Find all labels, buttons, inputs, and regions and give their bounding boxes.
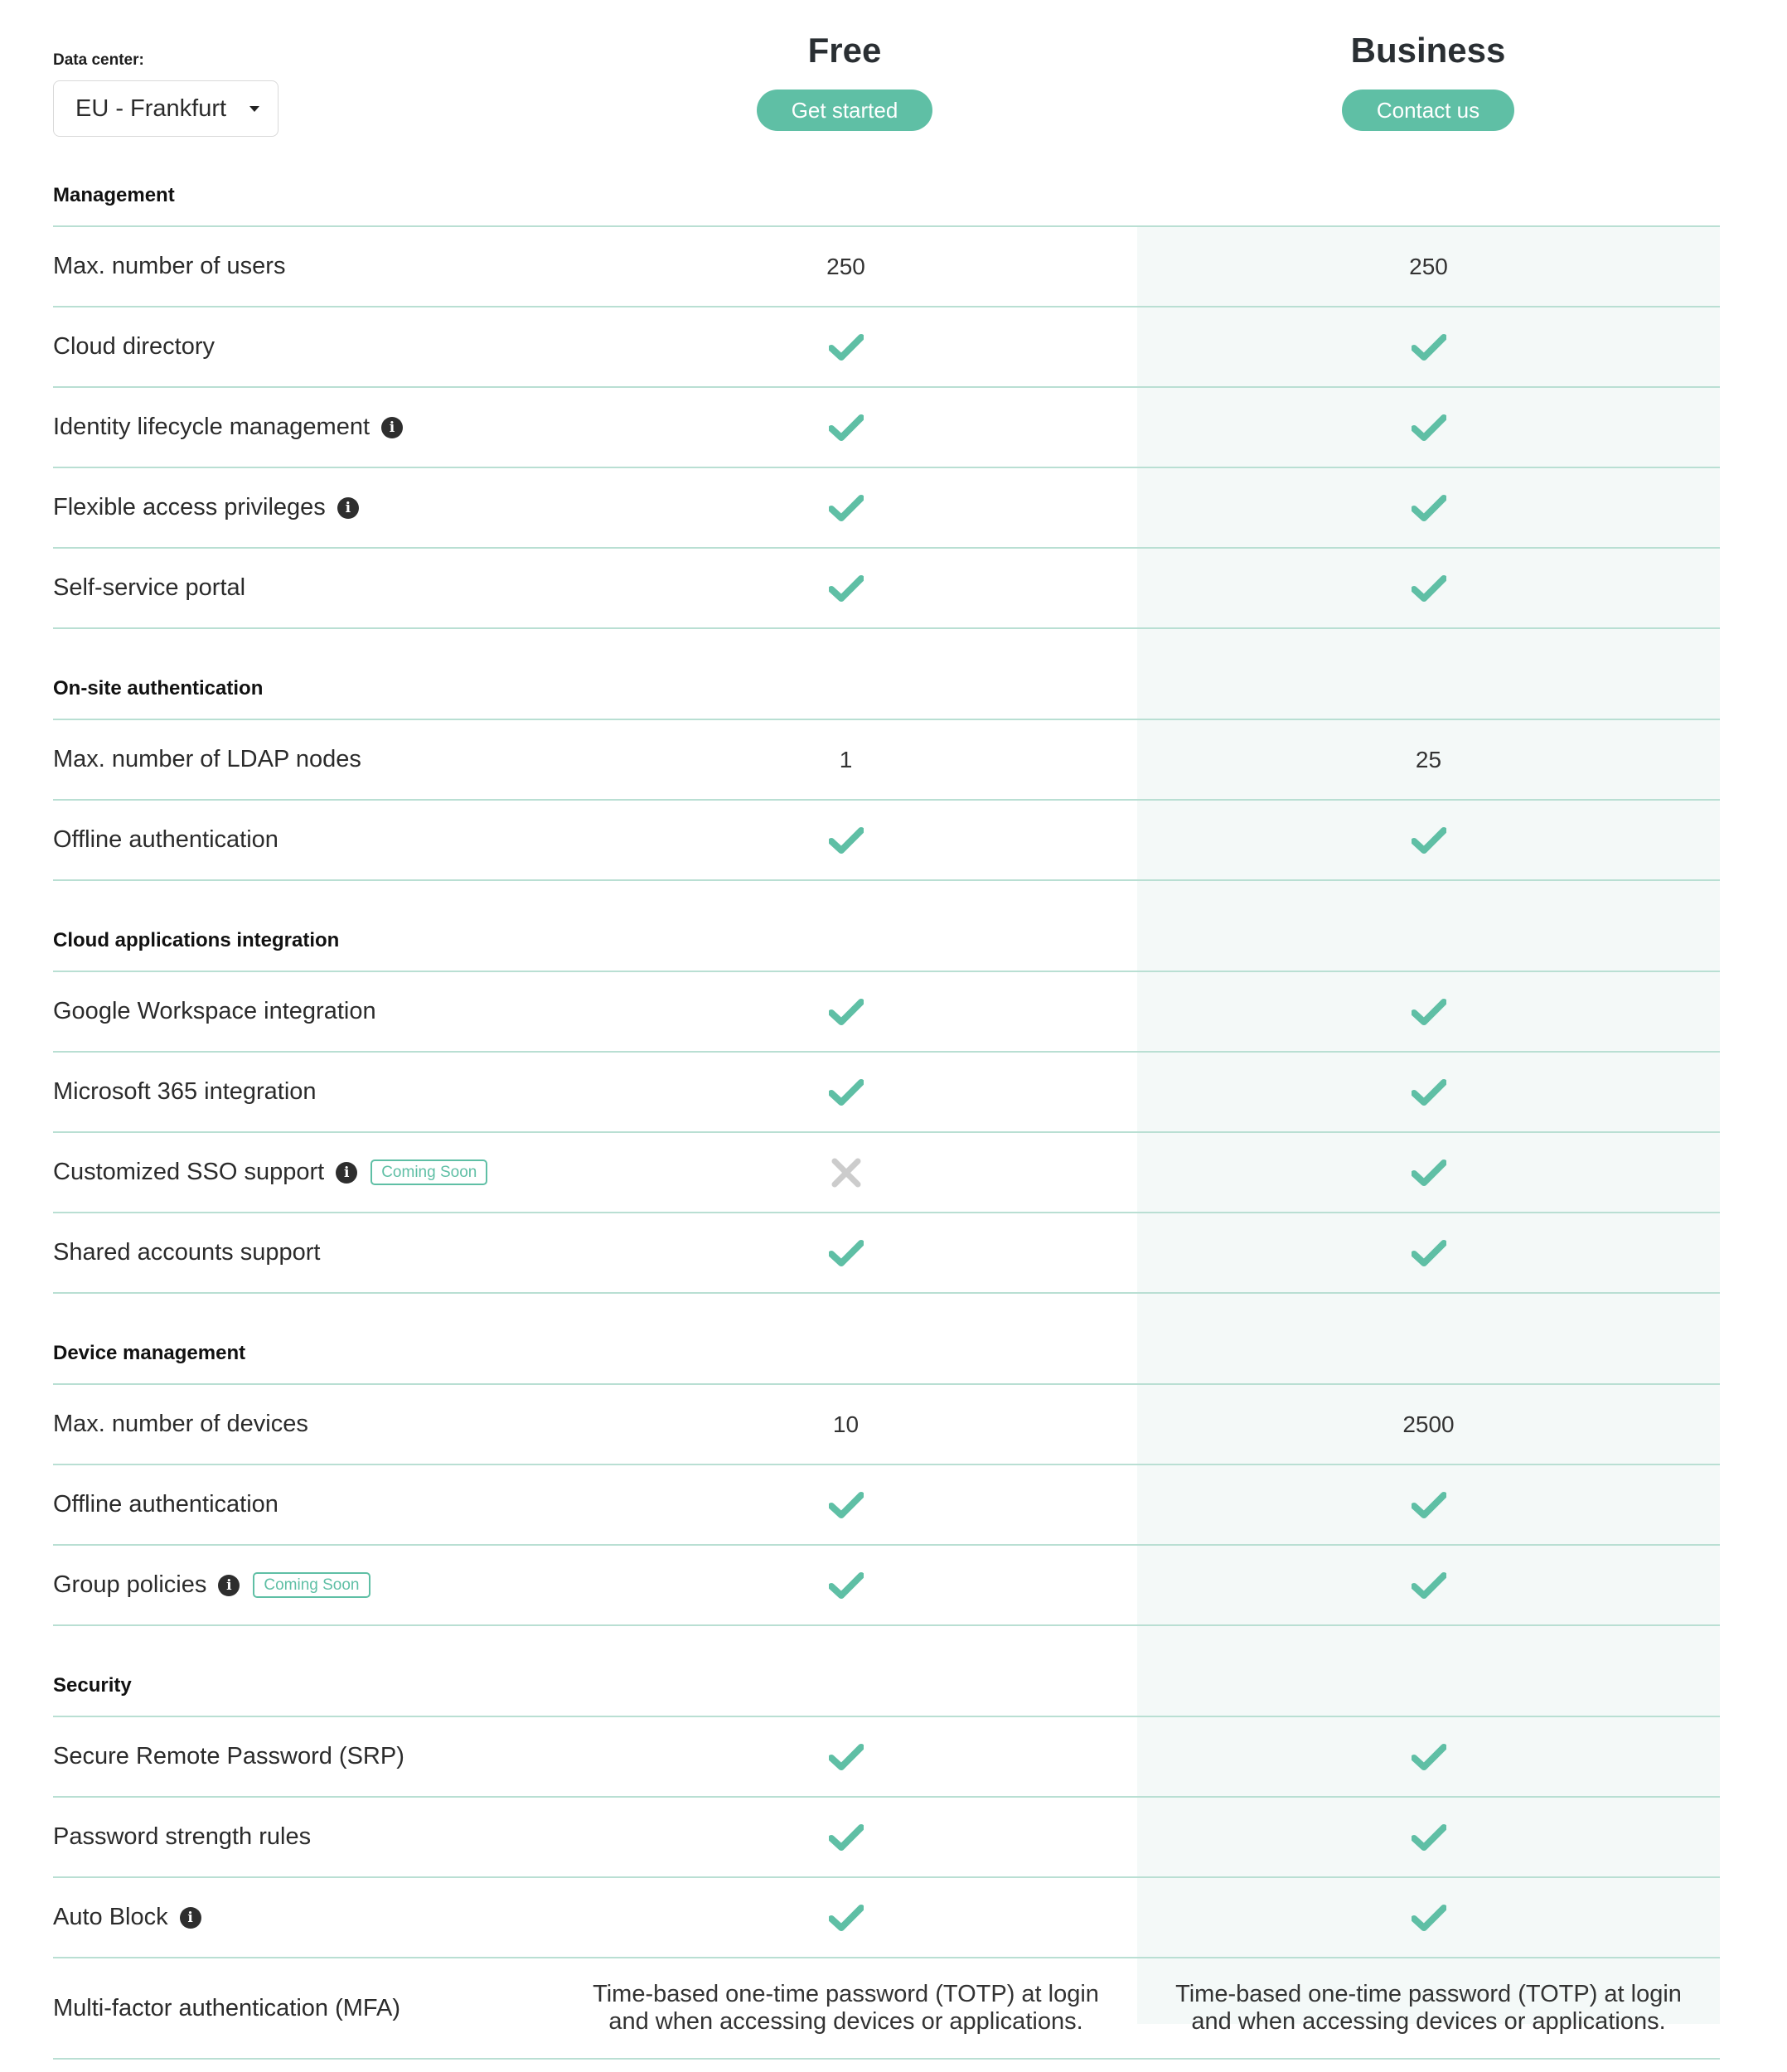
cell-value: Time-based one-time password (TOTP) at login and when accessing devices or applications. bbox=[1175, 1981, 1682, 2035]
checkmark-icon bbox=[829, 998, 864, 1026]
table-row bbox=[53, 386, 1720, 467]
cell-business bbox=[1137, 972, 1720, 1051]
feature-name: Offline authentication bbox=[53, 1491, 278, 1518]
table-row bbox=[53, 225, 1720, 306]
coming-soon-badge: Coming Soon bbox=[253, 1572, 370, 1598]
cell-free bbox=[555, 227, 1137, 306]
section-divider bbox=[53, 1624, 1720, 1626]
cell-free bbox=[555, 1798, 1137, 1876]
section-title: Device management bbox=[53, 1342, 246, 1364]
coming-soon-badge: Coming Soon bbox=[370, 1159, 487, 1185]
table-row bbox=[53, 1716, 1720, 1796]
cell-business bbox=[1137, 1878, 1720, 1957]
feature-label bbox=[53, 549, 245, 627]
feature-label bbox=[53, 1546, 370, 1624]
checkmark-icon bbox=[829, 414, 864, 442]
feature-label bbox=[53, 1717, 404, 1796]
feature-name: Secure Remote Password (SRP) bbox=[53, 1743, 404, 1769]
cell-free bbox=[555, 549, 1137, 627]
feature-label bbox=[53, 1133, 487, 1212]
info-icon[interactable]: i bbox=[180, 1907, 201, 1929]
table-row bbox=[53, 467, 1720, 547]
cross-icon bbox=[831, 1157, 862, 1188]
table-row bbox=[53, 1051, 1720, 1131]
feature-label bbox=[53, 1053, 317, 1131]
cell-business bbox=[1137, 1717, 1720, 1796]
feature-label bbox=[53, 227, 285, 306]
cell-value: 25 bbox=[1415, 747, 1442, 772]
cell-business bbox=[1137, 468, 1720, 547]
feature-name: Shared accounts support bbox=[53, 1239, 321, 1266]
section-title: On-site authentication bbox=[53, 677, 264, 700]
table-row bbox=[53, 306, 1720, 386]
table-row bbox=[53, 1544, 1720, 1624]
table-row bbox=[53, 1796, 1720, 1876]
checkmark-icon bbox=[1412, 998, 1446, 1026]
cell-value: Time-based one-time password (TOTP) at login and when accessing devices or applications. bbox=[593, 1981, 1099, 2035]
cell-free bbox=[555, 1133, 1137, 1212]
table-row bbox=[53, 1464, 1720, 1544]
checkmark-icon bbox=[829, 1239, 864, 1267]
data-center-label: Data center: bbox=[53, 51, 144, 69]
table-bottom-divider bbox=[53, 2058, 1720, 2060]
cell-free bbox=[555, 1958, 1137, 2058]
cell-business bbox=[1137, 1385, 1720, 1464]
checkmark-icon bbox=[1412, 826, 1446, 854]
cell-business bbox=[1137, 549, 1720, 627]
cell-business bbox=[1137, 388, 1720, 467]
feature-label bbox=[53, 1213, 320, 1292]
checkmark-icon bbox=[829, 574, 864, 603]
checkmark-icon bbox=[1412, 333, 1446, 361]
cell-value: 10 bbox=[832, 1411, 860, 1437]
cell-free bbox=[555, 1546, 1137, 1624]
feature-name: Max. number of users bbox=[53, 253, 286, 279]
cell-free bbox=[555, 801, 1137, 879]
info-icon[interactable]: i bbox=[218, 1575, 240, 1596]
plan-header-free bbox=[679, 30, 1010, 131]
cell-free bbox=[555, 972, 1137, 1051]
table-row bbox=[53, 1957, 1720, 2058]
cell-business bbox=[1137, 227, 1720, 306]
checkmark-icon bbox=[1412, 414, 1446, 442]
cell-free bbox=[555, 1385, 1137, 1464]
cell-free bbox=[555, 307, 1137, 386]
get-started-button[interactable]: Get started bbox=[757, 90, 933, 131]
info-icon[interactable]: i bbox=[337, 497, 359, 519]
cell-business bbox=[1137, 1798, 1720, 1876]
checkmark-icon bbox=[829, 826, 864, 854]
plan-name-free: Free bbox=[807, 31, 882, 70]
section-title: Management bbox=[53, 184, 175, 206]
cell-business bbox=[1137, 1213, 1720, 1292]
table-row bbox=[53, 1383, 1720, 1464]
checkmark-icon bbox=[1412, 1078, 1446, 1106]
feature-label bbox=[53, 1958, 400, 2058]
cell-value: 1 bbox=[839, 747, 853, 772]
checkmark-icon bbox=[829, 1743, 864, 1771]
plan-name-business: Business bbox=[1350, 31, 1506, 70]
section-title: Cloud applications integration bbox=[53, 929, 340, 951]
checkmark-icon bbox=[829, 1571, 864, 1600]
feature-label bbox=[53, 972, 376, 1051]
info-icon[interactable]: i bbox=[336, 1162, 357, 1184]
caret-down-icon bbox=[249, 106, 259, 112]
cell-business bbox=[1137, 1958, 1720, 2058]
feature-name: Google Workspace integration bbox=[53, 998, 376, 1024]
cell-free bbox=[555, 1053, 1137, 1131]
section-title: Security bbox=[53, 1674, 132, 1697]
feature-name: Password strength rules bbox=[53, 1823, 312, 1850]
feature-label bbox=[53, 468, 359, 547]
cell-value: 250 bbox=[1409, 254, 1448, 279]
feature-label bbox=[53, 307, 215, 386]
plan-header-business bbox=[1262, 30, 1594, 131]
feature-label bbox=[53, 388, 403, 467]
cell-free bbox=[555, 468, 1137, 547]
feature-name: Self-service portal bbox=[53, 574, 246, 601]
cell-value: 2500 bbox=[1402, 1411, 1455, 1437]
cell-business bbox=[1137, 801, 1720, 879]
feature-name: Identity lifecycle management bbox=[53, 414, 370, 440]
feature-name: Microsoft 365 integration bbox=[53, 1078, 317, 1105]
checkmark-icon bbox=[1412, 1159, 1446, 1187]
checkmark-icon bbox=[1412, 494, 1446, 522]
table-row bbox=[53, 1131, 1720, 1212]
checkmark-icon bbox=[1412, 1904, 1446, 1932]
feature-label bbox=[53, 1385, 308, 1464]
cell-free bbox=[555, 388, 1137, 467]
cell-business bbox=[1137, 720, 1720, 799]
feature-name: Max. number of devices bbox=[53, 1411, 308, 1437]
cell-business bbox=[1137, 1546, 1720, 1624]
feature-name: Auto Block bbox=[53, 1904, 168, 1930]
contact-us-button[interactable]: Contact us bbox=[1342, 90, 1514, 131]
table-row bbox=[53, 1876, 1720, 1957]
cell-business bbox=[1137, 1465, 1720, 1544]
checkmark-icon bbox=[1412, 574, 1446, 603]
section-divider bbox=[53, 879, 1720, 881]
checkmark-icon bbox=[1412, 1491, 1446, 1519]
cell-free bbox=[555, 720, 1137, 799]
cell-free bbox=[555, 1717, 1137, 1796]
table-row bbox=[53, 1212, 1720, 1292]
feature-label bbox=[53, 720, 361, 799]
checkmark-icon bbox=[1412, 1239, 1446, 1267]
cell-free bbox=[555, 1213, 1137, 1292]
checkmark-icon bbox=[1412, 1571, 1446, 1600]
checkmark-icon bbox=[829, 1078, 864, 1106]
checkmark-icon bbox=[829, 333, 864, 361]
cell-value: 250 bbox=[826, 254, 865, 279]
section-divider bbox=[53, 627, 1720, 629]
info-icon[interactable]: i bbox=[381, 417, 403, 438]
data-center-select[interactable] bbox=[53, 80, 278, 137]
checkmark-icon bbox=[829, 494, 864, 522]
feature-name: Offline authentication bbox=[53, 826, 278, 853]
data-center-value: EU - Frankfurt bbox=[75, 94, 227, 122]
table-row bbox=[53, 799, 1720, 879]
checkmark-icon bbox=[1412, 1743, 1446, 1771]
feature-name: Multi-factor authentication (MFA) bbox=[53, 1994, 401, 2021]
feature-name: Max. number of LDAP nodes bbox=[53, 746, 361, 772]
feature-name: Group policies bbox=[53, 1571, 207, 1598]
feature-name: Customized SSO support bbox=[53, 1159, 325, 1185]
cell-free bbox=[555, 1878, 1137, 1957]
cell-business bbox=[1137, 307, 1720, 386]
feature-name: Flexible access privileges bbox=[53, 494, 326, 520]
checkmark-icon bbox=[829, 1823, 864, 1852]
table-row bbox=[53, 971, 1720, 1051]
checkmark-icon bbox=[1412, 1823, 1446, 1852]
feature-name: Cloud directory bbox=[53, 333, 216, 360]
feature-label bbox=[53, 1878, 201, 1957]
cell-free bbox=[555, 1465, 1137, 1544]
table-row bbox=[53, 547, 1720, 627]
checkmark-icon bbox=[829, 1491, 864, 1519]
feature-label bbox=[53, 1465, 278, 1544]
checkmark-icon bbox=[829, 1904, 864, 1932]
feature-label bbox=[53, 1798, 311, 1876]
table-row bbox=[53, 719, 1720, 799]
section-divider bbox=[53, 1292, 1720, 1294]
feature-label bbox=[53, 801, 278, 879]
cell-business bbox=[1137, 1053, 1720, 1131]
cell-business bbox=[1137, 1133, 1720, 1212]
